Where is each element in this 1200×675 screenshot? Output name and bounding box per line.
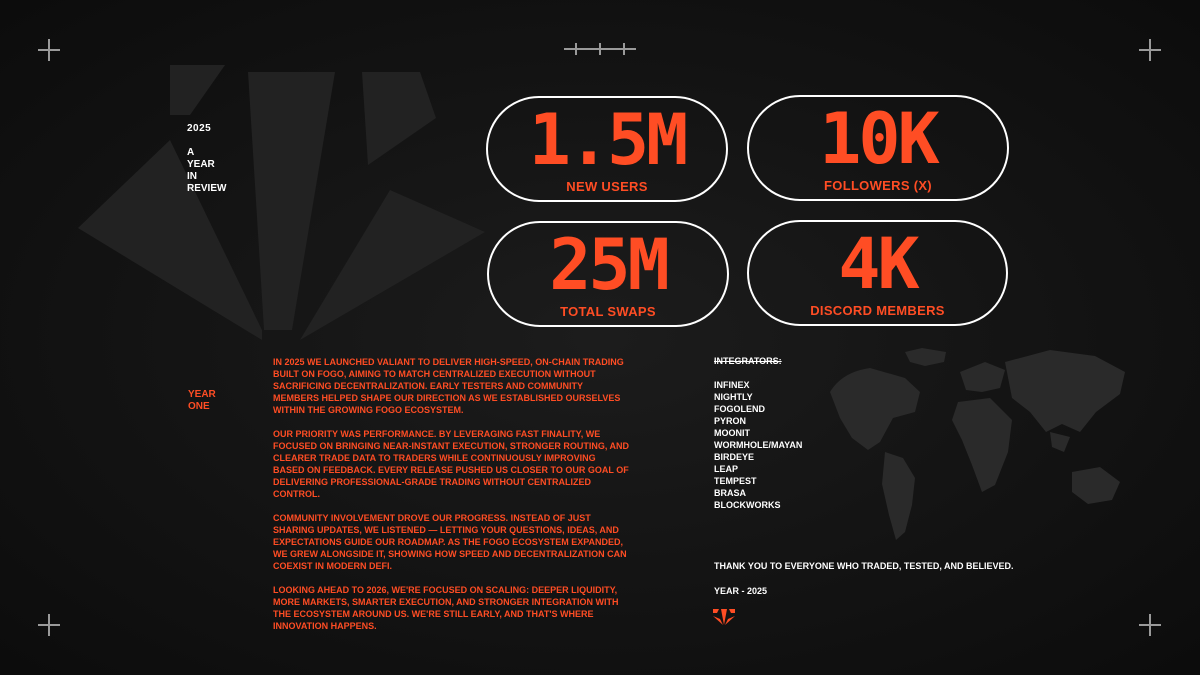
stat-card-followers: [747, 95, 1009, 201]
integrator-item: TEMPEST: [714, 476, 757, 486]
integrator-item: WORMHOLE/MAYAN: [714, 440, 803, 450]
integrator-item: LEAP: [714, 464, 739, 474]
stat-value: 10K: [819, 98, 937, 180]
stat-card-new-users: [486, 96, 728, 202]
integrators-title: INTEGRATORS:: [714, 356, 782, 366]
body-text: [273, 356, 629, 644]
paragraph: IN 2025 WE LAUNCHED VALIANT TO DELIVER HIGH-SPEED, ON-CHAIN TRADING BUILT ON FOGO, AIMING TO MATCH CENTRALIZED EXECUTION WITHOUT SACRIFICING DECENTRALIZATION. EARLY TESTERS AND COMMUNITY MEMBERS HELPED SHAPE OUR DIRECTION AS WE ESTABLISHED OURSELVES WITHIN THE GROWING FOGO ECOSYSTEM.: [273, 357, 624, 415]
integrator-item: BLOCKWORKS: [714, 500, 781, 510]
corner-crosshair-icon: [38, 39, 60, 61]
corner-crosshair-icon: [1139, 614, 1161, 636]
integrator-item: MOONIT: [714, 428, 750, 438]
thanks-message: THANK YOU TO EVERYONE WHO TRADED, TESTED, AND BELIEVED.: [714, 561, 1014, 571]
stat-label: TOTAL SWAPS: [560, 304, 656, 319]
integrator-item: INFINEX: [714, 380, 750, 390]
stat-card-total-swaps: [487, 221, 729, 327]
header-year: 2025: [187, 123, 212, 134]
paragraph: OUR PRIORITY WAS PERFORMANCE. BY LEVERAGING FAST FINALITY, WE FOCUSED ON BRINGING NEAR-INSTANT EXECUTION, STRONGER ROUTING, AND CLEARER TRADE DATA TO TRADERS WHILE CONTINUOUSLY IMPROVING BASED ON FEEDBACK. EVERY RELEASE PUSHED US CLOSER TO OUR GOAL OF DELIVERING PROFESSIONAL-GRADE TRADING WITHOUT CENTRALIZED CONTROL.: [273, 429, 630, 499]
integrator-item: PYRON: [714, 416, 747, 426]
paragraph: LOOKING AHEAD TO 2026, WE'RE FOCUSED ON SCALING: DEEPER LIQUIDITY, MORE MARKETS, SMARTER EXECUTION, AND STRONGER INTEGRATION WITH THE ECOSYSTEM AROUND US. WE'RE STILL EARLY, AND THAT'S WHERE INNOVATION HAPPENS.: [273, 585, 619, 631]
stat-value: 1.5M: [528, 99, 686, 181]
corner-crosshair-icon: [1139, 39, 1161, 61]
paragraph: COMMUNITY INVOLVEMENT DROVE OUR PROGRESS. INSTEAD OF JUST SHARING UPDATES, WE LISTENED — LETTING YOUR QUESTIONS, IDEAS, AND EXPECTATIONS GUIDE OUR ROADMAP. AS THE FOGO ECOSYSTEM EXPANDED, WE GREW ALONGSIDE IT, SHOWING HOW SPEED AND DECENTRALIZATION CAN COEXIST IN MODERN DEFI.: [273, 513, 627, 571]
integrator-item: NIGHTLY: [714, 392, 753, 402]
corner-crosshair-icon: [38, 614, 60, 636]
section-label: YEAR ONE: [188, 389, 216, 412]
stat-value: 4K: [838, 223, 917, 305]
integrator-item: BIRDEYE: [714, 452, 755, 462]
stat-card-discord-members: [747, 220, 1008, 326]
integrators-list: [714, 355, 802, 511]
header-subtitle: A YEAR IN REVIEW: [187, 147, 227, 194]
stat-value: 25M: [549, 224, 667, 306]
stat-label: DISCORD MEMBERS: [810, 303, 945, 318]
valiant-logo-icon: [713, 609, 735, 625]
integrator-item: FOGOLEND: [714, 404, 765, 414]
stat-label: FOLLOWERS (X): [824, 178, 932, 193]
integrator-item: BRASA: [714, 488, 747, 498]
footer-year: YEAR - 2025: [714, 586, 768, 596]
stat-label: NEW USERS: [566, 179, 648, 194]
